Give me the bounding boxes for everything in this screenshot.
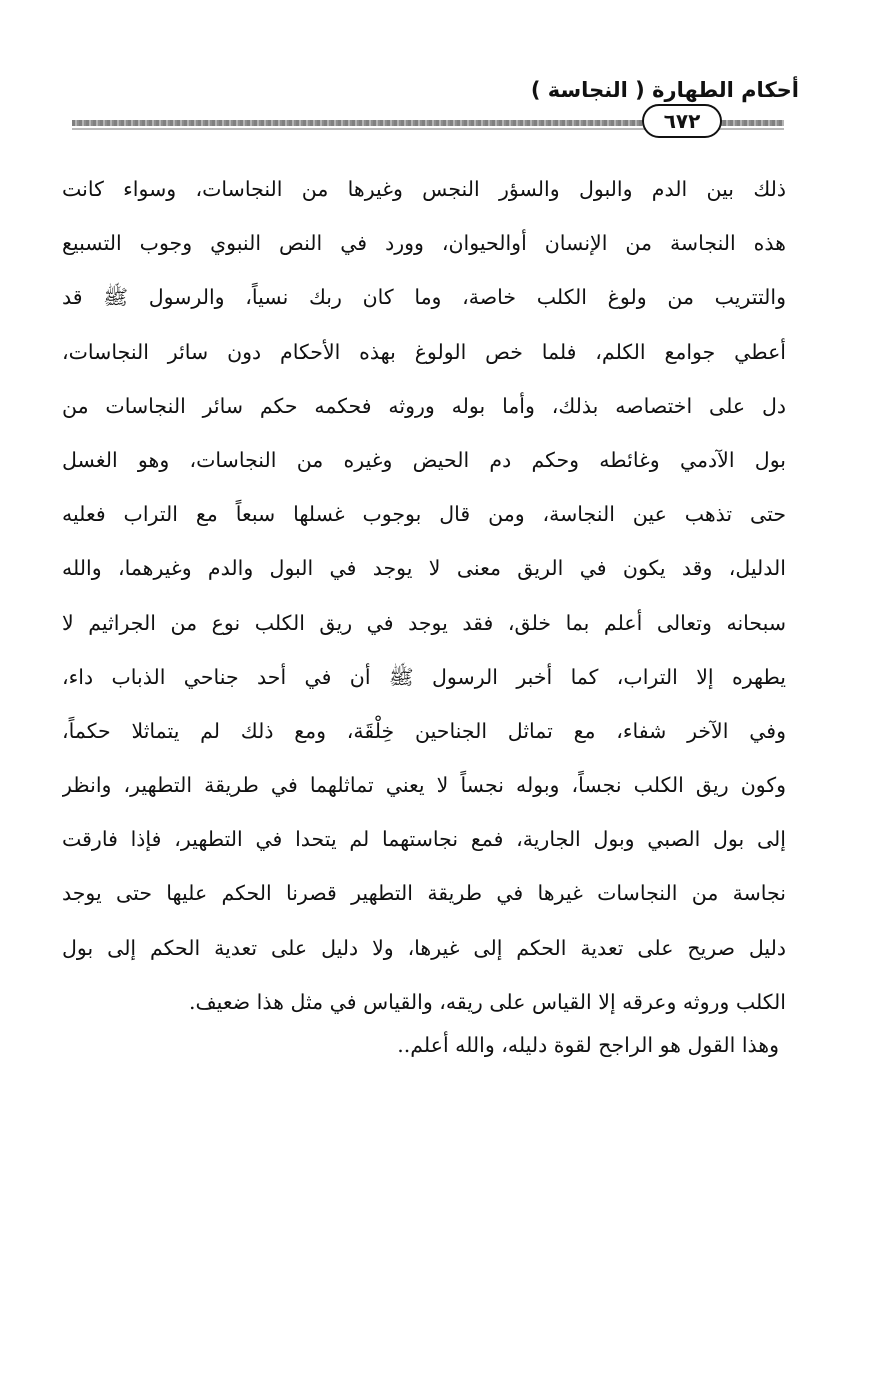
text-line: نجاسة من النجاسات غيرها في طريقة التطهير قصرنا الحكم عليها حتى يوجد: [62, 881, 786, 906]
text-line: هذه النجاسة من الإنسان أوالحيوان، وورد في النص النبوي وجوب التسبيع: [62, 231, 786, 256]
page-number-badge: ٦٧٢: [642, 104, 722, 138]
text-line: أعطي جوامع الكلم، فلما خص الولوغ بهذه الأحكام دون سائر النجاسات،: [62, 339, 786, 364]
text-line: سبحانه وتعالى أعلم بما خلق، فقد يوجد في ريق الكلب نوع من الجراثيم لا: [62, 610, 786, 635]
text-line: وفي الآخر شفاء، مع تماثل الجناحين خِلْقَة، ومع ذلك لم يتماثلا حكماً،: [62, 718, 786, 743]
text-line: حتى تذهب عين النجاسة، ومن قال بوجوب غسلها سبعاً مع التراب فعليه: [62, 502, 786, 527]
closing-sentence: وهذا القول هو الراجح لقوة دليله، والله أعلم..: [397, 1033, 779, 1057]
text-line: ذلك بين الدم والبول والسؤر النجس وغيرها من النجاسات، وسواء كانت: [62, 177, 786, 201]
text-line: الكلب وروثه وعرقه إلا القياس على ريقه، والقياس في مثل هذا ضعيف.: [188, 989, 786, 1014]
text-line: بول الآدمي وغائطه وحكم دم الحيض وغيره من النجاسات، وهو الغسل: [62, 447, 786, 472]
text-line: الدليل، وقد يكون في الريق معنى لا يوجد في البول والدم وغيرهما، والله: [62, 556, 786, 581]
text-line: دل على اختصاصه بذلك، وأما بوله وروثه فحكمه حكم سائر النجاسات من: [62, 393, 786, 418]
body-paragraph: [62, 162, 786, 1029]
text-line: دليل صريح على تعدية الحكم إلى غيرها، ولا دليل على تعدية الحكم إلى بول: [62, 935, 786, 960]
text-line: يطهره إلا التراب، كما أخبر الرسول ﷺ أن في أحد جناحي الذباب داء،: [62, 664, 786, 689]
text-line: والتتريب من ولوغ الكلب خاصة، وما كان ربك نسياً، والرسول ﷺ قد: [62, 285, 786, 310]
text-line: وكون ريق الكلب نجساً، وبوله نجساً لا يعني تماثلهما في طريقة التطهير، وانظر: [62, 773, 786, 798]
text-line: إلى بول الصبي وبول الجارية، فمع نجاستهما لم يتحدا في التطهير، فإذا فارقت: [62, 827, 786, 852]
running-header-title: أحكام الطهارة ( النجاسة ): [530, 78, 799, 102]
